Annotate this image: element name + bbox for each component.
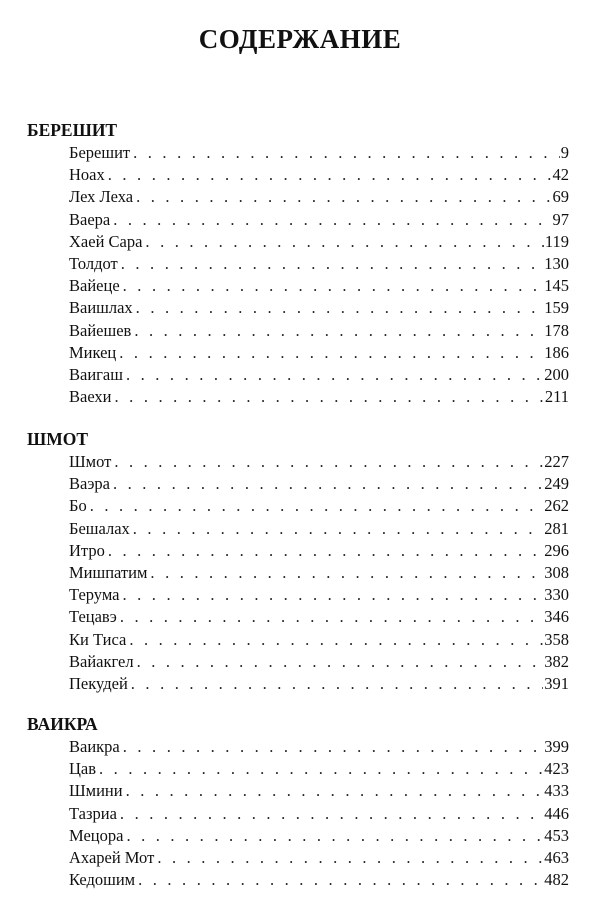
entry-page-number: 97: [552, 209, 569, 229]
entry-page-number: 330: [544, 585, 569, 605]
dot-leader: [133, 142, 560, 164]
entry-title: Пекудей: [69, 673, 128, 693]
dot-leader: [113, 209, 551, 231]
dot-leader: [120, 606, 543, 628]
entry-title: Тецавэ: [69, 607, 117, 627]
entry-title: Микец: [69, 342, 117, 362]
entry-page-number: 130: [544, 253, 569, 273]
entry-title: Ваэра: [69, 474, 110, 494]
toc-entry[interactable]: [69, 142, 569, 164]
dot-leader: [137, 651, 544, 673]
entry-title: Берешит: [69, 143, 131, 162]
entry-title: Бо: [69, 496, 87, 516]
section-heading: ВАИКРА: [27, 714, 98, 734]
toc-entry[interactable]: [69, 297, 569, 319]
dot-leader: [133, 518, 543, 540]
entry-title: Ахарей Мот: [69, 847, 155, 867]
entry-page-number: 346: [544, 607, 569, 627]
toc-entry[interactable]: [69, 451, 569, 473]
dot-leader: [108, 540, 543, 562]
entry-title: Ваехи: [69, 387, 112, 407]
dot-leader: [99, 758, 543, 780]
entry-page-number: 296: [544, 540, 569, 560]
toc-entry[interactable]: [69, 253, 569, 275]
entry-page-number: 308: [544, 562, 569, 582]
toc-entry[interactable]: [69, 629, 569, 651]
toc-entry[interactable]: [69, 342, 569, 364]
entry-page-number: 178: [544, 320, 569, 340]
entry-page-number: 159: [544, 298, 569, 318]
entry-page-number: 200: [544, 364, 569, 384]
entry-title: Шмот: [69, 452, 112, 471]
entry-page-number: 42: [552, 165, 569, 185]
dot-leader: [90, 495, 544, 517]
entry-page-number: 358: [544, 629, 569, 649]
toc-entry-list: [69, 142, 569, 408]
entry-title: Вайеце: [69, 276, 120, 296]
dot-leader: [131, 673, 543, 695]
entry-title: Ваикра: [69, 737, 120, 756]
entry-page-number: 433: [544, 781, 569, 801]
entry-title: Хаей Сара: [69, 231, 143, 251]
entry-title: Итро: [69, 540, 105, 560]
dot-leader: [138, 869, 543, 891]
toc-entry[interactable]: [69, 518, 569, 540]
entry-page-number: 423: [544, 759, 569, 779]
dot-leader: [123, 275, 544, 297]
entry-page-number: 249: [544, 474, 569, 494]
entry-title: Ваигаш: [69, 364, 123, 384]
toc-entry[interactable]: [69, 847, 569, 869]
entry-page-number: 9: [560, 143, 569, 162]
entry-title: Ки Тиса: [69, 629, 127, 649]
dot-leader: [126, 825, 543, 847]
toc-entry[interactable]: [69, 275, 569, 297]
toc-entry[interactable]: [69, 651, 569, 673]
page-title: СОДЕРЖАНИЕ: [198, 24, 402, 54]
entry-title: Шмини: [69, 781, 123, 801]
entry-page-number: 399: [544, 737, 569, 756]
toc-entry[interactable]: [69, 758, 569, 780]
toc-entry[interactable]: [69, 540, 569, 562]
toc-entry[interactable]: [69, 473, 569, 495]
dot-leader: [123, 584, 544, 606]
entry-page-number: 446: [544, 803, 569, 823]
entry-page-number: 119: [544, 231, 569, 251]
entry-title: Цав: [69, 759, 97, 779]
dot-leader: [157, 847, 543, 869]
entry-title: Тазриа: [69, 803, 117, 823]
toc-entry[interactable]: [69, 562, 569, 584]
dot-leader: [119, 342, 543, 364]
entry-page-number: 145: [544, 276, 569, 296]
entry-title: Толдот: [69, 253, 118, 273]
section-heading: БЕРЕШИТ: [27, 120, 118, 140]
dot-leader: [150, 562, 543, 584]
toc-entry[interactable]: [69, 209, 569, 231]
entry-page-number: 186: [544, 342, 569, 362]
entry-page-number: 262: [544, 496, 569, 516]
dot-leader: [113, 473, 543, 495]
entry-page-number: 453: [544, 825, 569, 845]
dot-leader: [126, 364, 543, 386]
dot-leader: [134, 320, 543, 342]
entry-title: Ваишлах: [69, 298, 133, 318]
dot-leader: [136, 297, 544, 319]
toc-entry[interactable]: [69, 606, 569, 628]
toc-entry[interactable]: [69, 231, 569, 253]
toc-entry[interactable]: [69, 495, 569, 517]
dot-leader: [121, 253, 544, 275]
entry-page-number: 69: [552, 187, 569, 207]
dot-leader: [114, 451, 543, 473]
dot-leader: [108, 164, 552, 186]
entry-page-number: 211: [544, 387, 569, 407]
toc-entry[interactable]: [69, 164, 569, 186]
entry-page-number: 463: [544, 847, 569, 867]
dot-leader: [115, 386, 544, 408]
entry-title: Кедошим: [69, 870, 136, 890]
entry-title: Мишпатим: [69, 562, 148, 582]
toc-entry[interactable]: [69, 736, 569, 758]
toc-entry[interactable]: [69, 386, 569, 408]
dot-leader: [123, 736, 544, 758]
toc-entry-list: [69, 736, 569, 891]
entry-page-number: 281: [544, 518, 569, 538]
entry-title: Ноах: [69, 165, 105, 185]
entry-page-number: 227: [544, 452, 569, 471]
dot-leader: [136, 186, 551, 208]
toc-entry-list: [69, 451, 569, 695]
entry-page-number: 482: [544, 870, 569, 890]
entry-title: Терума: [69, 585, 120, 605]
entry-page-number: 391: [544, 673, 569, 693]
entry-page-number: 382: [544, 651, 569, 671]
toc-entry[interactable]: [69, 320, 569, 342]
dot-leader: [126, 780, 544, 802]
dot-leader: [120, 803, 543, 825]
toc-entry[interactable]: [69, 869, 569, 891]
section-heading: ШМОТ: [27, 429, 89, 449]
entry-title: Лех Леха: [69, 187, 134, 207]
toc-entry[interactable]: [69, 364, 569, 386]
toc-entry[interactable]: [69, 825, 569, 847]
toc-entry[interactable]: [69, 673, 569, 695]
entry-title: Бешалах: [69, 518, 130, 538]
entry-title: Вайакгел: [69, 651, 134, 671]
entry-title: Вайешев: [69, 320, 132, 340]
toc-entry[interactable]: [69, 584, 569, 606]
toc-entry[interactable]: [69, 780, 569, 802]
toc-entry[interactable]: [69, 186, 569, 208]
dot-leader: [129, 629, 543, 651]
entry-title: Мецора: [69, 825, 124, 845]
dot-leader: [145, 231, 543, 253]
entry-title: Ваера: [69, 209, 111, 229]
toc-entry[interactable]: [69, 803, 569, 825]
